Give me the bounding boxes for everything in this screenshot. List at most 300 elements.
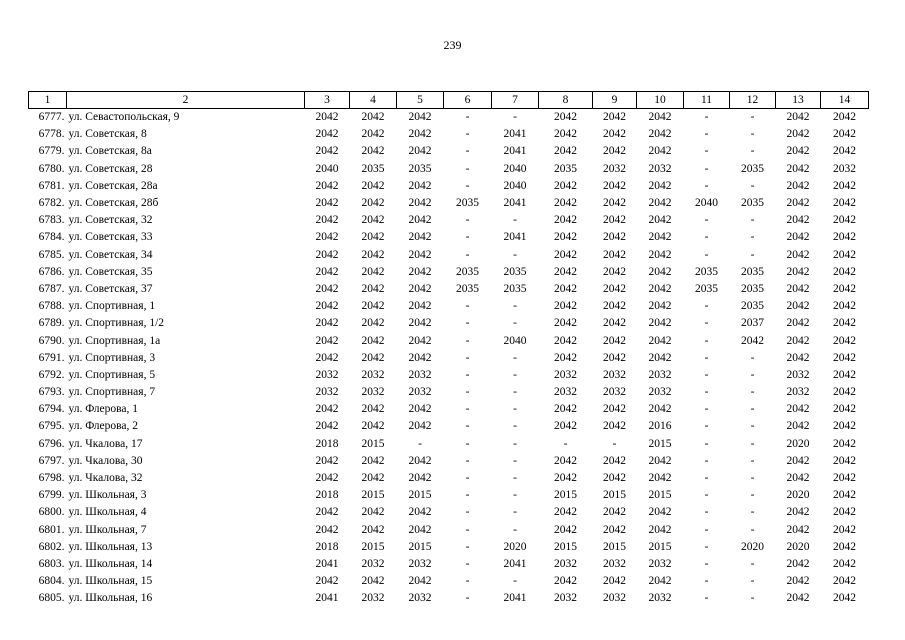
year-cell: 2015 <box>648 489 672 502</box>
year-cell: 2042 <box>408 145 432 158</box>
row-number-cell: 6783. <box>38 214 65 227</box>
year-cell: 2035 <box>741 162 764 175</box>
table-row <box>29 453 869 470</box>
address-cell: ул. Школьная, 14 <box>68 557 153 570</box>
table-row <box>29 247 869 264</box>
year-cell: 2042 <box>833 472 856 485</box>
year-cell: 2042 <box>408 214 432 227</box>
year-cell: 2042 <box>648 231 672 244</box>
year-cell: 2032 <box>408 592 432 605</box>
year-cell: - <box>750 111 755 124</box>
year-cell: 2042 <box>648 334 672 347</box>
year-cell: - <box>465 214 470 227</box>
year-cell: 2015 <box>554 540 577 553</box>
year-cell: 2042 <box>361 317 385 330</box>
year-cell: 2042 <box>315 231 339 244</box>
year-cell: - <box>513 214 517 227</box>
year-cell: 2042 <box>833 506 856 519</box>
year-cell: 2042 <box>786 420 810 433</box>
year-cell: 2032 <box>315 368 339 381</box>
year-cell: - <box>465 162 470 175</box>
column-header-5: 5 <box>397 92 444 109</box>
year-cell: 2042 <box>833 557 856 570</box>
year-cell: 2042 <box>786 111 810 124</box>
column-header-7: 7 <box>492 92 539 109</box>
table-row <box>29 401 869 418</box>
year-cell: - <box>704 351 709 364</box>
year-cell: 2042 <box>833 300 856 313</box>
year-cell: 2042 <box>315 506 339 519</box>
year-cell: - <box>750 506 755 519</box>
year-cell: 2035 <box>741 197 764 210</box>
year-cell: 2042 <box>554 472 577 485</box>
address-cell: ул. Советская, 34 <box>68 248 153 261</box>
year-cell: 2042 <box>408 317 432 330</box>
year-cell: 2042 <box>833 111 856 124</box>
table-row <box>29 470 869 487</box>
year-cell: - <box>513 368 517 381</box>
year-cell: 2042 <box>603 506 626 519</box>
year-cell: 2042 <box>361 420 385 433</box>
table-row <box>29 161 869 178</box>
column-header-9: 9 <box>593 92 637 109</box>
year-cell: 2037 <box>741 317 764 330</box>
year-cell: 2042 <box>833 248 856 261</box>
year-cell: 2042 <box>554 145 577 158</box>
year-cell: - <box>465 231 470 244</box>
year-cell: 2042 <box>361 179 385 192</box>
year-cell: 2042 <box>833 437 856 450</box>
year-cell: 2042 <box>408 231 432 244</box>
address-cell: ул. Школьная, 3 <box>68 489 147 502</box>
year-cell: 2020 <box>741 540 764 553</box>
year-cell: - <box>465 472 470 485</box>
year-cell: - <box>750 557 755 570</box>
year-cell: - <box>750 351 755 364</box>
row-number-cell: 6787. <box>38 282 65 295</box>
year-cell: 2042 <box>603 420 626 433</box>
year-cell: 2042 <box>648 523 672 536</box>
year-cell: - <box>465 437 470 450</box>
year-cell: - <box>750 472 755 485</box>
address-cell: ул. Школьная, 13 <box>68 540 153 553</box>
year-cell: 2042 <box>361 454 385 467</box>
year-cell: - <box>704 368 709 381</box>
year-cell: 2042 <box>648 506 672 519</box>
year-cell: 2042 <box>554 214 577 227</box>
year-cell: 2042 <box>361 300 385 313</box>
column-header-3: 3 <box>305 92 350 109</box>
year-cell: - <box>704 317 709 330</box>
year-cell: 2042 <box>833 403 856 416</box>
year-cell: 2042 <box>648 300 672 313</box>
year-cell: 2032 <box>648 386 672 399</box>
year-cell: 2018 <box>315 437 339 450</box>
table-row <box>29 418 869 435</box>
year-cell: 2040 <box>315 162 339 175</box>
year-cell: - <box>704 386 709 399</box>
year-cell: 2042 <box>833 197 856 210</box>
year-cell: - <box>513 454 517 467</box>
year-cell: 2042 <box>833 454 856 467</box>
year-cell: 2035 <box>741 282 764 295</box>
year-cell: 2032 <box>603 368 626 381</box>
year-cell: 2042 <box>315 128 339 141</box>
year-cell: - <box>750 386 755 399</box>
year-cell: 2042 <box>361 128 385 141</box>
year-cell: 2042 <box>315 454 339 467</box>
year-cell: - <box>750 145 755 158</box>
row-number-cell: 6784. <box>38 231 65 244</box>
table-row <box>29 298 869 315</box>
year-cell: 2032 <box>786 368 810 381</box>
year-cell: 2032 <box>786 386 810 399</box>
year-cell: - <box>704 592 709 605</box>
year-cell: 2042 <box>786 197 810 210</box>
year-cell: 2042 <box>648 472 672 485</box>
year-cell: 2042 <box>554 420 577 433</box>
year-cell: - <box>563 437 568 450</box>
year-cell: 2042 <box>786 128 810 141</box>
year-cell: - <box>513 300 517 313</box>
year-cell: 2042 <box>833 145 856 158</box>
column-header-1: 1 <box>29 92 67 109</box>
row-number-cell: 6802. <box>38 540 65 553</box>
year-cell: - <box>513 472 517 485</box>
year-cell: - <box>465 523 470 536</box>
year-cell: 2042 <box>603 403 626 416</box>
year-cell: 2042 <box>648 317 672 330</box>
year-cell: 2042 <box>648 575 672 588</box>
year-cell: 2032 <box>648 592 672 605</box>
table-row <box>29 229 869 246</box>
year-cell: - <box>750 368 755 381</box>
year-cell: 2035 <box>695 282 718 295</box>
year-cell: 2041 <box>503 592 527 605</box>
year-cell: - <box>704 472 709 485</box>
address-cell: ул. Спортивная, 1/2 <box>68 317 165 330</box>
year-cell: 2020 <box>503 540 527 553</box>
year-cell: 2042 <box>786 523 810 536</box>
row-number-cell: 6798. <box>38 472 65 485</box>
year-cell: 2035 <box>408 162 432 175</box>
year-cell: 2042 <box>648 197 672 210</box>
year-cell: - <box>465 334 470 347</box>
row-number-cell: 6805. <box>38 592 65 605</box>
year-cell: 2042 <box>554 128 577 141</box>
year-cell: 2042 <box>833 128 856 141</box>
year-cell: 2042 <box>648 403 672 416</box>
year-cell: 2041 <box>315 557 339 570</box>
year-cell: 2015 <box>361 540 385 553</box>
year-cell: 2015 <box>361 489 385 502</box>
year-cell: 2042 <box>603 111 626 124</box>
year-cell: 2042 <box>786 506 810 519</box>
year-cell: 2042 <box>603 334 626 347</box>
address-cell: ул. Советская, 8а <box>68 145 152 158</box>
address-cell: ул. Советская, 37 <box>68 282 153 295</box>
year-cell: - <box>704 248 709 261</box>
year-cell: - <box>704 111 709 124</box>
year-cell: - <box>704 334 709 347</box>
year-cell: 2042 <box>603 197 626 210</box>
table-row <box>29 556 869 573</box>
year-cell: - <box>704 145 709 158</box>
row-number-cell: 6779. <box>38 145 65 158</box>
year-cell: 2042 <box>315 179 339 192</box>
year-cell: 2042 <box>315 265 339 278</box>
year-cell: 2035 <box>741 300 764 313</box>
year-cell: 2042 <box>833 368 856 381</box>
year-cell: 2042 <box>554 317 577 330</box>
year-cell: 2040 <box>503 179 527 192</box>
year-cell: - <box>465 351 470 364</box>
row-number-cell: 6797. <box>38 454 65 467</box>
address-cell: ул. Спортивная, 5 <box>68 368 156 381</box>
address-cell: ул. Советская, 28а <box>68 179 158 192</box>
year-cell: - <box>465 420 470 433</box>
year-cell: 2042 <box>554 265 577 278</box>
year-cell: 2042 <box>554 403 577 416</box>
year-cell: 2041 <box>315 592 339 605</box>
year-cell: 2042 <box>315 197 339 210</box>
year-cell: 2042 <box>833 282 856 295</box>
year-cell: 2042 <box>603 282 626 295</box>
year-cell: 2042 <box>408 179 432 192</box>
year-cell: 2042 <box>741 334 764 347</box>
address-cell: ул. Спортивная, 1 <box>68 300 156 313</box>
year-cell: 2032 <box>554 368 577 381</box>
year-cell: - <box>704 575 709 588</box>
year-cell: - <box>465 540 470 553</box>
table-body <box>29 109 869 608</box>
year-cell: - <box>750 128 755 141</box>
year-cell: 2042 <box>361 506 385 519</box>
year-cell: 2042 <box>603 454 626 467</box>
year-cell: 2042 <box>786 351 810 364</box>
year-cell: - <box>750 592 755 605</box>
row-number-cell: 6789. <box>38 317 65 330</box>
year-cell: - <box>513 386 517 399</box>
year-cell: 2042 <box>786 592 810 605</box>
year-cell: - <box>704 300 709 313</box>
year-cell: - <box>704 454 709 467</box>
year-cell: 2041 <box>503 145 527 158</box>
year-cell: 2042 <box>648 128 672 141</box>
year-cell: 2042 <box>603 248 626 261</box>
address-cell: ул. Спортивная, 3 <box>68 351 156 364</box>
year-cell: 2042 <box>361 248 385 261</box>
address-cell: ул. Школьная, 16 <box>68 592 153 605</box>
year-cell: - <box>704 128 709 141</box>
year-cell: 2042 <box>648 145 672 158</box>
year-cell: - <box>465 128 470 141</box>
column-header-8: 8 <box>539 92 593 109</box>
year-cell: 2032 <box>361 386 385 399</box>
year-cell: - <box>465 386 470 399</box>
year-cell: 2042 <box>554 506 577 519</box>
year-cell: 2042 <box>786 300 810 313</box>
column-header-2: 2 <box>67 92 305 109</box>
year-cell: 2042 <box>554 300 577 313</box>
table-row <box>29 504 869 521</box>
table-row <box>29 350 869 367</box>
row-number-cell: 6782. <box>38 197 65 210</box>
address-cell: ул. Школьная, 4 <box>68 506 147 519</box>
table-row <box>29 178 869 195</box>
year-cell: 2042 <box>408 575 432 588</box>
year-cell: 2042 <box>833 575 856 588</box>
year-cell: 2042 <box>648 265 672 278</box>
year-cell: 2042 <box>833 351 856 364</box>
year-cell: 2042 <box>361 145 385 158</box>
year-cell: 2042 <box>408 506 432 519</box>
address-cell: ул. Советская, 35 <box>68 265 153 278</box>
year-cell: 2032 <box>361 557 385 570</box>
year-cell: 2041 <box>503 557 527 570</box>
row-number-cell: 6786. <box>38 265 65 278</box>
year-cell: - <box>750 523 755 536</box>
year-cell: 2042 <box>833 334 856 347</box>
year-cell: 2042 <box>315 282 339 295</box>
year-cell: - <box>750 575 755 588</box>
year-cell: 2042 <box>361 403 385 416</box>
year-cell: 2042 <box>786 557 810 570</box>
address-cell: ул. Советская, 28б <box>68 197 159 210</box>
address-cell: ул. Советская, 28 <box>68 162 153 175</box>
year-cell: - <box>513 489 517 502</box>
year-cell: - <box>513 317 517 330</box>
table-row <box>29 539 869 556</box>
year-cell: 2015 <box>408 489 432 502</box>
column-header-11: 11 <box>684 92 730 109</box>
year-cell: 2042 <box>361 472 385 485</box>
year-cell: 2042 <box>833 420 856 433</box>
year-cell: 2042 <box>315 523 339 536</box>
year-cell: 2042 <box>603 128 626 141</box>
column-header-14: 14 <box>821 92 869 109</box>
year-cell: 2042 <box>554 334 577 347</box>
year-cell: 2042 <box>361 111 385 124</box>
table-row <box>29 315 869 332</box>
year-cell: 2042 <box>648 111 672 124</box>
address-cell: ул. Флерова, 1 <box>68 403 138 416</box>
data-table <box>28 91 869 607</box>
row-number-cell: 6803. <box>38 557 65 570</box>
year-cell: 2042 <box>408 334 432 347</box>
address-cell: ул. Флерова, 2 <box>68 420 138 433</box>
year-cell: 2042 <box>315 472 339 485</box>
year-cell: 2032 <box>315 386 339 399</box>
row-number-cell: 6793. <box>38 386 65 399</box>
year-cell: 2042 <box>786 454 810 467</box>
year-cell: - <box>465 592 470 605</box>
year-cell: - <box>750 231 755 244</box>
column-header-10: 10 <box>637 92 684 109</box>
year-cell: 2042 <box>833 592 856 605</box>
year-cell: 2032 <box>554 386 577 399</box>
year-cell: 2042 <box>408 351 432 364</box>
table-header-row <box>29 92 869 109</box>
row-number-cell: 6777. <box>38 111 65 124</box>
year-cell: 2042 <box>603 214 626 227</box>
address-cell: ул. Спортивная, 1а <box>68 334 161 347</box>
year-cell: 2035 <box>741 265 764 278</box>
year-cell: 2042 <box>648 179 672 192</box>
year-cell: 2042 <box>554 179 577 192</box>
year-cell: 2032 <box>648 557 672 570</box>
year-cell: 2042 <box>833 265 856 278</box>
year-cell: 2042 <box>361 575 385 588</box>
year-cell: - <box>704 506 709 519</box>
year-cell: 2042 <box>361 214 385 227</box>
year-cell: 2042 <box>554 454 577 467</box>
year-cell: 2035 <box>554 162 577 175</box>
year-cell: - <box>513 111 517 124</box>
year-cell: - <box>704 540 709 553</box>
year-cell: - <box>465 489 470 502</box>
year-cell: 2042 <box>361 334 385 347</box>
year-cell: - <box>513 248 517 261</box>
column-header-4: 4 <box>350 92 397 109</box>
year-cell: 2042 <box>833 540 856 553</box>
year-cell: - <box>750 420 755 433</box>
year-cell: 2035 <box>361 162 385 175</box>
year-cell: 2042 <box>315 420 339 433</box>
year-cell: 2035 <box>503 282 527 295</box>
table-row <box>29 143 869 160</box>
row-number-cell: 6801. <box>38 523 65 536</box>
year-cell: 2042 <box>408 197 432 210</box>
year-cell: 2032 <box>408 386 432 399</box>
year-cell: 2032 <box>603 386 626 399</box>
year-cell: - <box>465 145 470 158</box>
year-cell: - <box>750 248 755 261</box>
year-cell: - <box>513 403 517 416</box>
year-cell: 2042 <box>408 403 432 416</box>
page-number: 239 <box>443 38 462 52</box>
year-cell: 2042 <box>408 420 432 433</box>
row-number-cell: 6792. <box>38 368 65 381</box>
year-cell: 2042 <box>648 248 672 261</box>
year-cell: 2041 <box>503 231 527 244</box>
year-cell: - <box>465 300 470 313</box>
year-cell: - <box>465 179 470 192</box>
year-cell: 2042 <box>361 282 385 295</box>
year-cell: 2042 <box>786 162 810 175</box>
year-cell: 2042 <box>603 300 626 313</box>
year-cell: - <box>750 179 755 192</box>
year-cell: 2042 <box>648 351 672 364</box>
year-cell: 2042 <box>648 454 672 467</box>
year-cell: 2042 <box>833 489 856 502</box>
year-cell: - <box>465 575 470 588</box>
year-cell: - <box>465 111 470 124</box>
row-number-cell: 6804. <box>38 575 65 588</box>
table-row <box>29 212 869 229</box>
year-cell: 2042 <box>833 317 856 330</box>
year-cell: 2042 <box>603 575 626 588</box>
year-cell: 2015 <box>361 437 385 450</box>
year-cell: 2042 <box>408 111 432 124</box>
year-cell: 2035 <box>456 282 479 295</box>
address-cell: ул. Чкалова, 32 <box>68 472 143 485</box>
year-cell: 2015 <box>648 437 672 450</box>
year-cell: 2042 <box>648 282 672 295</box>
table-row <box>29 590 869 607</box>
year-cell: 2042 <box>786 214 810 227</box>
table-row <box>29 281 869 298</box>
